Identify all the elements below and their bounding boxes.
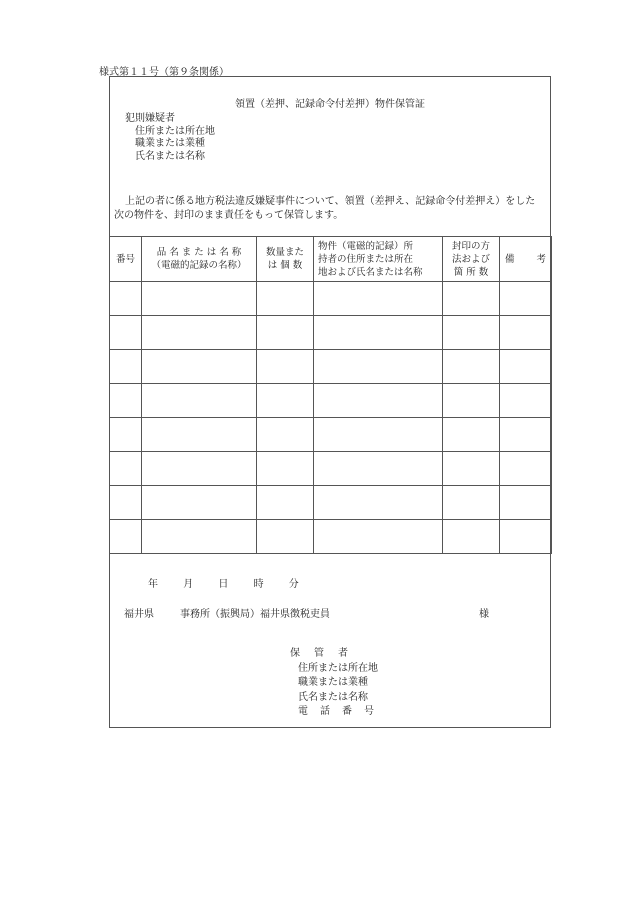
table-row: [110, 520, 552, 554]
table-cell: [500, 350, 552, 384]
header-seal-line2: 法および: [451, 253, 490, 265]
header-holder: [314, 237, 443, 282]
table-cell: [500, 418, 552, 452]
keeper-occupation-label: 職業または業種: [298, 677, 368, 688]
header-remarks-char2: 考: [536, 253, 546, 265]
table-cell: [314, 316, 443, 350]
table-cell: [257, 418, 314, 452]
phone-char4: 号: [364, 706, 374, 717]
header-seal-line1: 封印の方: [451, 240, 490, 252]
table-cell: [257, 520, 314, 554]
table-cell: [142, 520, 257, 554]
day-label: 日: [218, 579, 229, 590]
table-cell: [110, 418, 142, 452]
phone-char3: 番: [342, 706, 352, 717]
header-holder-line1: 物件（電磁的記録）所: [318, 240, 414, 252]
suspect-address-label: 住所または所在地: [135, 125, 215, 137]
table-cell: [110, 486, 142, 520]
office-label: 事務所（振興局）福井県徴税吏員: [180, 609, 330, 620]
table-cell: [443, 520, 500, 554]
table-row: [110, 282, 552, 316]
form-number-label: 様式第１１号（第９条関係）: [99, 67, 229, 78]
addressee-line: [124, 605, 544, 620]
table-cell: [142, 418, 257, 452]
table-cell: [443, 452, 500, 486]
prefecture-label: 福井県: [124, 609, 154, 620]
table-row: [110, 384, 552, 418]
header-item-name-line2: （電磁的記録の名称）: [151, 260, 247, 271]
table-cell: [142, 384, 257, 418]
table-cell: [142, 452, 257, 486]
header-remarks-char1: 備: [505, 253, 515, 265]
table-cell: [443, 350, 500, 384]
header-remarks: [500, 237, 552, 282]
phone-char2: 話: [320, 706, 330, 717]
table-cell: [500, 282, 552, 316]
table-cell: [257, 384, 314, 418]
table-row: [110, 350, 552, 384]
header-seal-line3: 箇 所 数: [453, 266, 489, 278]
month-label: 月: [183, 579, 194, 590]
items-table: [109, 236, 552, 554]
document-title: 領置（差押、記録命令付差押）物件保管証: [235, 99, 425, 110]
table-cell: [314, 282, 443, 316]
header-quantity-line2: は 個 数: [267, 260, 303, 271]
table-cell: [110, 384, 142, 418]
table-cell: [443, 282, 500, 316]
honorific-label: 様: [479, 609, 489, 620]
table-row: [110, 418, 552, 452]
suspect-name-label: 氏名または名称: [135, 150, 205, 162]
table-cell: [257, 282, 314, 316]
table-row: [110, 486, 552, 520]
table-cell: [314, 520, 443, 554]
table-cell: [257, 316, 314, 350]
year-label: 年: [148, 579, 158, 590]
table-cell: [314, 418, 443, 452]
suspect-occupation-label: 職業または業種: [135, 138, 205, 149]
keeper-name-label: 氏名または名称: [298, 691, 368, 703]
table-cell: [443, 486, 500, 520]
header-quantity: [257, 237, 314, 282]
header-holder-line2: 持者の住所または所在: [318, 253, 414, 265]
table-cell: [110, 350, 142, 384]
items-table-header: [110, 237, 552, 282]
table-row: [110, 316, 552, 350]
header-number: 番号: [110, 237, 142, 282]
table-row: [110, 452, 552, 486]
hour-label: 時: [253, 579, 264, 590]
keeper-heading-char3: 者: [338, 648, 348, 659]
header-holder-line3: 地および氏名または名称: [318, 266, 423, 278]
table-cell: [142, 316, 257, 350]
table-cell: [110, 316, 142, 350]
table-cell: [142, 486, 257, 520]
keeper-address-label: 住所または所在地: [298, 662, 378, 674]
phone-char1: 電: [298, 706, 308, 717]
table-cell: [257, 350, 314, 384]
certificate-frame: [109, 76, 551, 728]
table-cell: [500, 316, 552, 350]
keeper-section: [290, 647, 386, 720]
table-cell: [443, 418, 500, 452]
date-time-line: [148, 575, 321, 590]
keeper-heading: [290, 647, 386, 662]
table-cell: [257, 452, 314, 486]
keeper-heading-char2: 管: [314, 648, 324, 659]
table-cell: [500, 452, 552, 486]
table-cell: [314, 384, 443, 418]
table-cell: [110, 282, 142, 316]
table-cell: [500, 384, 552, 418]
table-cell: [500, 486, 552, 520]
table-cell: [500, 520, 552, 554]
keeper-phone-label: [290, 705, 386, 720]
suspect-heading: 犯則嫌疑者: [125, 113, 175, 124]
header-quantity-line1: 数量また: [265, 247, 304, 258]
table-cell: [314, 350, 443, 384]
table-cell: [443, 316, 500, 350]
items-table-body: [110, 282, 552, 554]
header-item-name: [142, 237, 257, 282]
table-cell: [443, 384, 500, 418]
table-cell: [314, 452, 443, 486]
suspect-section: [125, 113, 215, 163]
minute-label: 分: [288, 579, 299, 590]
table-cell: [110, 452, 142, 486]
keeper-heading-char1: 保: [290, 648, 300, 659]
table-cell: [110, 520, 142, 554]
header-item-name-line1: 品 名 ま た は 名 称: [156, 247, 242, 258]
table-cell: [314, 486, 443, 520]
table-cell: [257, 486, 314, 520]
header-seal: [443, 237, 500, 282]
custody-statement: 上記の者に係る地方税法違反嫌疑事件について、領置（差押え、記録命令付差押え）をした次の物件を、封印のまま責任をもって保管します。: [114, 196, 536, 221]
table-cell: [142, 282, 257, 316]
table-cell: [142, 350, 257, 384]
